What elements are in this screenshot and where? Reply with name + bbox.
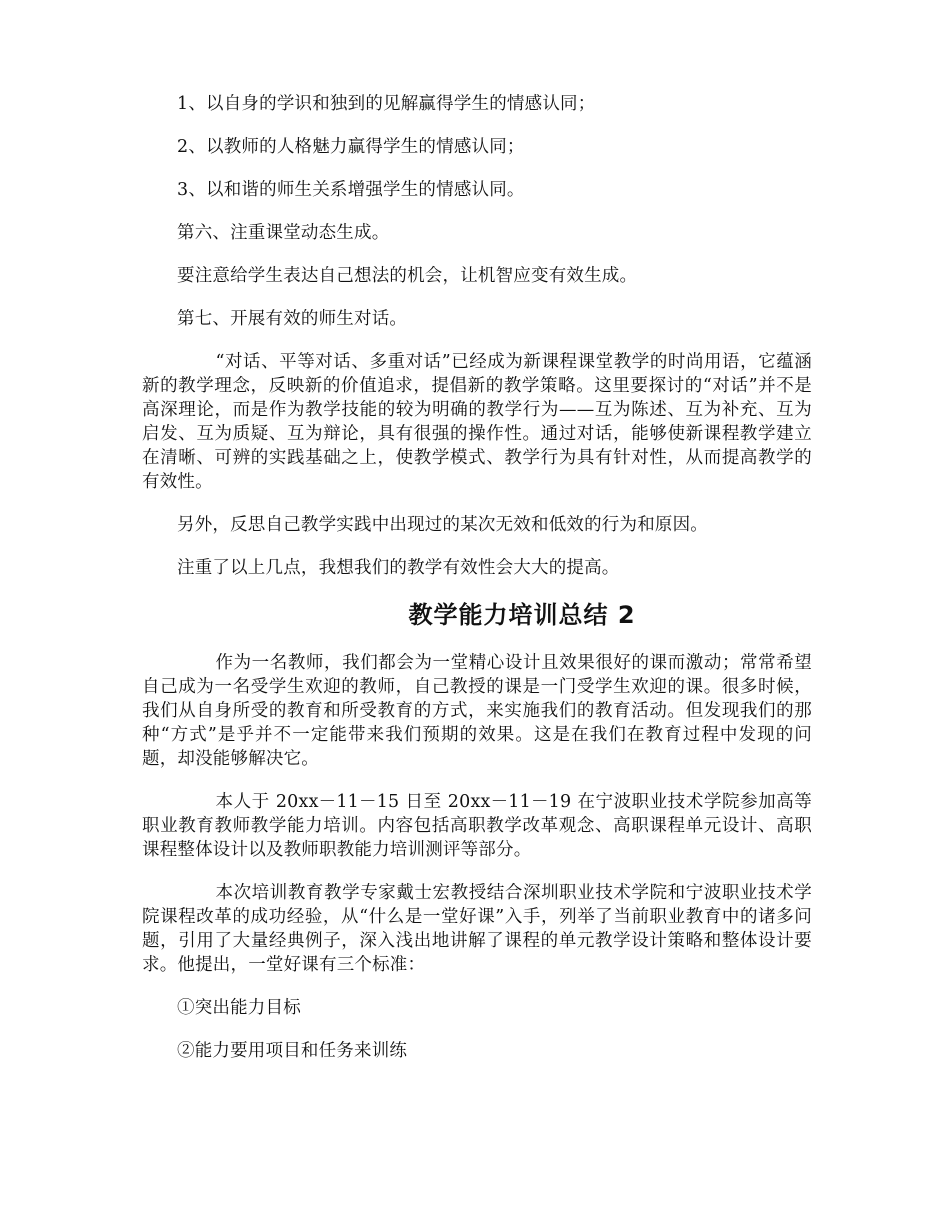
point-six-heading: 第六、注重课堂动态生成。 xyxy=(177,223,390,243)
list-item-2: 2、以教师的人格魅力赢得学生的情感认同； xyxy=(177,137,525,157)
expert-paragraph: 本次培训教育教学专家戴士宏教授结合深圳职业技术学院和宁波职业技术学院课程改革的成功经验，从“什么是一堂好课”入手，列举了当前职业教育中的诸多问题，引用了大量经典例子，深入浅出地讲解了课程的单元教学设计策略和整体设计要求。他提出，一堂好课有三个标准： xyxy=(142,883,812,975)
conclusion-paragraph: 注重了以上几点，我想我们的教学有效性会大大的提高。 xyxy=(177,558,620,578)
reflection-paragraph: 另外，反思自己教学实践中出现过的某次无效和低效的行为和原因。 xyxy=(177,515,708,535)
list-item-1: 1、以自身的学识和独到的见解赢得学生的情感认同； xyxy=(177,94,596,114)
dialogue-paragraph: “对话、平等对话、多重对话”已经成为新课程课堂教学的时尚用语，它蕴涵新的教学理念，反映新的价值追求，提倡新的教学策略。这里要探讨的“对话”并不是高深理论，而是作为教学技能的较为明确的教学行为——互为陈述、互为补充、互为启发、互为质疑、互为辩论，具有很强的操作性。通过对话，能够使新课程教学建立在清晰、可辨的实践基础之上，使教学模式、教学行为具有针对性，从而提高教学的有效性。 xyxy=(142,352,812,492)
point-six-body: 要注意给学生表达自己想法的机会，让机智应变有效生成。 xyxy=(177,266,638,286)
list-item-3: 3、以和谐的师生关系增强学生的情感认同。 xyxy=(177,180,525,200)
training-info-paragraph: 本人于 20xx－11－15 日至 20xx－11－19 在宁波职业技术学院参加高等职业教育教师教学能力培训。内容包括高职教学改革观念、高职课程单元设计、高职课程整体设计以及教师职教能力培训测评等部分。 xyxy=(142,792,812,860)
standard-item-2: ②能力要用项目和任务来训练 xyxy=(177,1041,408,1061)
intro-paragraph: 作为一名教师，我们都会为一堂精心设计且效果很好的课而激动；常常希望自己成为一名受学生欢迎的教师，自己教授的课是一门受学生欢迎的课。很多时候，我们从自身所受的教育和所受教育的方式，来实施我们的教育活动。但发现我们的那种“方式”是乎并不一定能带来我们预期的效果。这是在我们在教育过程中发现的问题，却没能够解决它。 xyxy=(142,653,812,769)
document-page xyxy=(142,92,812,1082)
standard-item-1: ①突出能力目标 xyxy=(177,998,301,1018)
point-seven-heading: 第七、开展有效的师生对话。 xyxy=(177,309,408,329)
section-title: 教学能力培训总结 2 xyxy=(408,601,636,629)
